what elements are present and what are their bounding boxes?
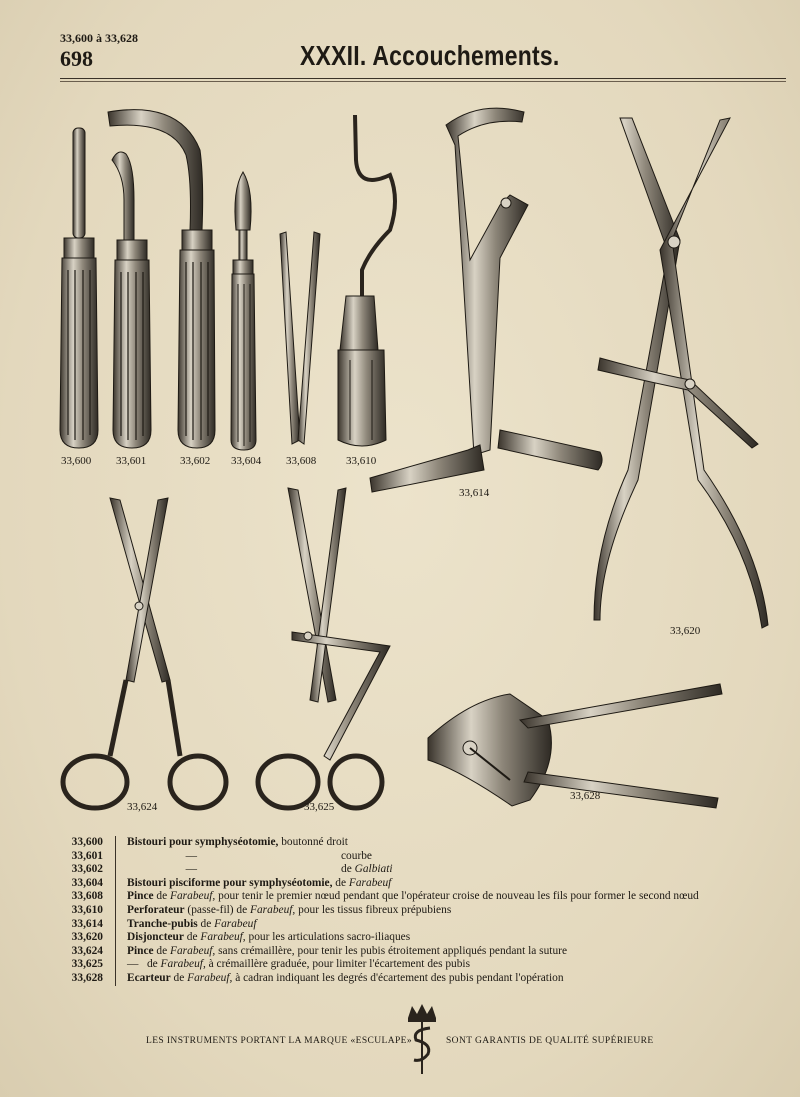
item-author: Farabeuf, bbox=[160, 958, 206, 971]
figure-label: 33,624 bbox=[127, 801, 158, 813]
item-text: (passe-fil) de bbox=[184, 903, 251, 916]
figure-label: 33,602 bbox=[180, 455, 211, 467]
forceps-33625-illustration bbox=[258, 488, 390, 808]
figure-label: 33,610 bbox=[346, 455, 377, 467]
item-author: Farabeuf, bbox=[170, 890, 216, 903]
item-text: de bbox=[197, 917, 215, 930]
item-author: Farabeuf bbox=[348, 876, 392, 889]
item-text: pour les tissus fibreux prépubiens bbox=[295, 903, 452, 916]
item-name: Pince bbox=[127, 890, 154, 903]
item-code: 33,608 bbox=[60, 890, 116, 904]
footer-guarantee-left: LES INSTRUMENTS PORTANT LA MARQUE «ESCULAPE» bbox=[146, 1036, 413, 1046]
scalpel-33601-illustration bbox=[112, 152, 151, 448]
item-text: boutonné droit bbox=[278, 836, 348, 848]
item-code: 33,604 bbox=[60, 877, 116, 891]
legend-row bbox=[60, 945, 699, 959]
item-code: 33,625 bbox=[60, 958, 116, 972]
esculape-logo-icon bbox=[402, 1000, 442, 1076]
forceps-33608-illustration bbox=[280, 232, 320, 444]
legend-row bbox=[60, 904, 699, 918]
item-text: de bbox=[183, 931, 201, 944]
ditto-dash: — bbox=[185, 863, 197, 876]
item-author: Farabeuf bbox=[214, 917, 257, 930]
item-text: de bbox=[153, 944, 171, 957]
item-text: à cadran indiquant les degrés d'écartement des pubis pendant l'opération bbox=[232, 971, 564, 984]
item-name: Pince bbox=[127, 944, 154, 957]
forceps-33624-illustration bbox=[63, 498, 226, 808]
legend-row bbox=[60, 877, 699, 891]
legend-row bbox=[60, 918, 699, 932]
footer-guarantee-right: SONT GARANTIS DE QUALITÉ SUPÉRIEURE bbox=[446, 1036, 654, 1046]
disjunctor-33620-illustration bbox=[594, 118, 768, 628]
item-author: Farabeuf, bbox=[187, 971, 233, 984]
item-text: à crémaillère graduée, pour limiter l'écartement des pubis bbox=[205, 958, 471, 971]
item-text: de bbox=[170, 971, 188, 984]
item-text: de bbox=[153, 890, 171, 903]
figure-label: 33,625 bbox=[304, 801, 335, 813]
item-code: 33,628 bbox=[60, 972, 116, 986]
item-code: 33,614 bbox=[60, 918, 116, 932]
figure-label: 33,600 bbox=[61, 455, 92, 467]
item-name: Bistouri pisciforme pour symphyséotomie, bbox=[127, 876, 333, 889]
perforator-33610-illustration bbox=[338, 115, 395, 446]
item-text: de bbox=[146, 958, 161, 971]
item-author: Farabeuf, bbox=[200, 931, 246, 944]
legend-row bbox=[60, 850, 699, 864]
item-range: 33,600 à 33,628 bbox=[60, 31, 138, 45]
item-code: 33,602 bbox=[60, 863, 116, 877]
ditto-dash: — bbox=[185, 849, 197, 862]
figure-label: 33,604 bbox=[231, 455, 262, 467]
item-code: 33,620 bbox=[60, 931, 116, 945]
item-name: Ecarteur bbox=[127, 971, 171, 984]
ditto-dash: — bbox=[127, 958, 139, 971]
item-author: Galbiati bbox=[354, 863, 393, 876]
figure-label: 33,628 bbox=[570, 790, 601, 802]
item-text: pour tenir le premier nœud pendant que l'opérateur croise de nouveau les fils pour former le second nœud bbox=[215, 890, 699, 903]
item-name: Disjoncteur bbox=[127, 931, 184, 944]
scalpel-33600-illustration bbox=[60, 128, 98, 448]
pubis-cutter-33614-illustration bbox=[370, 108, 602, 492]
chapter-title: XXXII. Accouchements. bbox=[300, 40, 560, 71]
page-number: 698 bbox=[60, 46, 93, 71]
legend-row bbox=[60, 958, 699, 972]
item-text: pour les articulations sacro-iliaques bbox=[245, 931, 411, 944]
item-name: Tranche-pubis bbox=[127, 917, 198, 930]
item-text: de bbox=[332, 876, 349, 889]
item-name: Perforateur bbox=[127, 903, 185, 916]
item-code: 33,624 bbox=[60, 945, 116, 959]
item-code: 33,600 bbox=[60, 836, 116, 850]
item-text: de bbox=[341, 863, 355, 876]
figure-label: 33,614 bbox=[459, 487, 490, 499]
item-author: Farabeuf, bbox=[250, 903, 296, 916]
legend-row bbox=[60, 836, 699, 850]
legend-row bbox=[60, 863, 699, 877]
legend-row bbox=[60, 890, 699, 904]
legend-row bbox=[60, 972, 699, 986]
item-name: Bistouri pour symphyséotomie, bbox=[127, 836, 279, 848]
legend-row bbox=[60, 931, 699, 945]
item-code: 33,610 bbox=[60, 904, 116, 918]
legend-table bbox=[60, 836, 699, 986]
figure-label: 33,601 bbox=[116, 455, 147, 467]
item-text: sans crémaillère, pour tenir les pubis étroitement appliqués pendant la suture bbox=[215, 944, 568, 957]
item-code: 33,601 bbox=[60, 850, 116, 864]
figure-label: 33,608 bbox=[286, 455, 317, 467]
figure-label: 33,620 bbox=[670, 625, 701, 637]
item-author: Farabeuf, bbox=[170, 944, 216, 957]
scalpel-33604-illustration bbox=[231, 172, 256, 450]
item-text: courbe bbox=[341, 849, 372, 862]
